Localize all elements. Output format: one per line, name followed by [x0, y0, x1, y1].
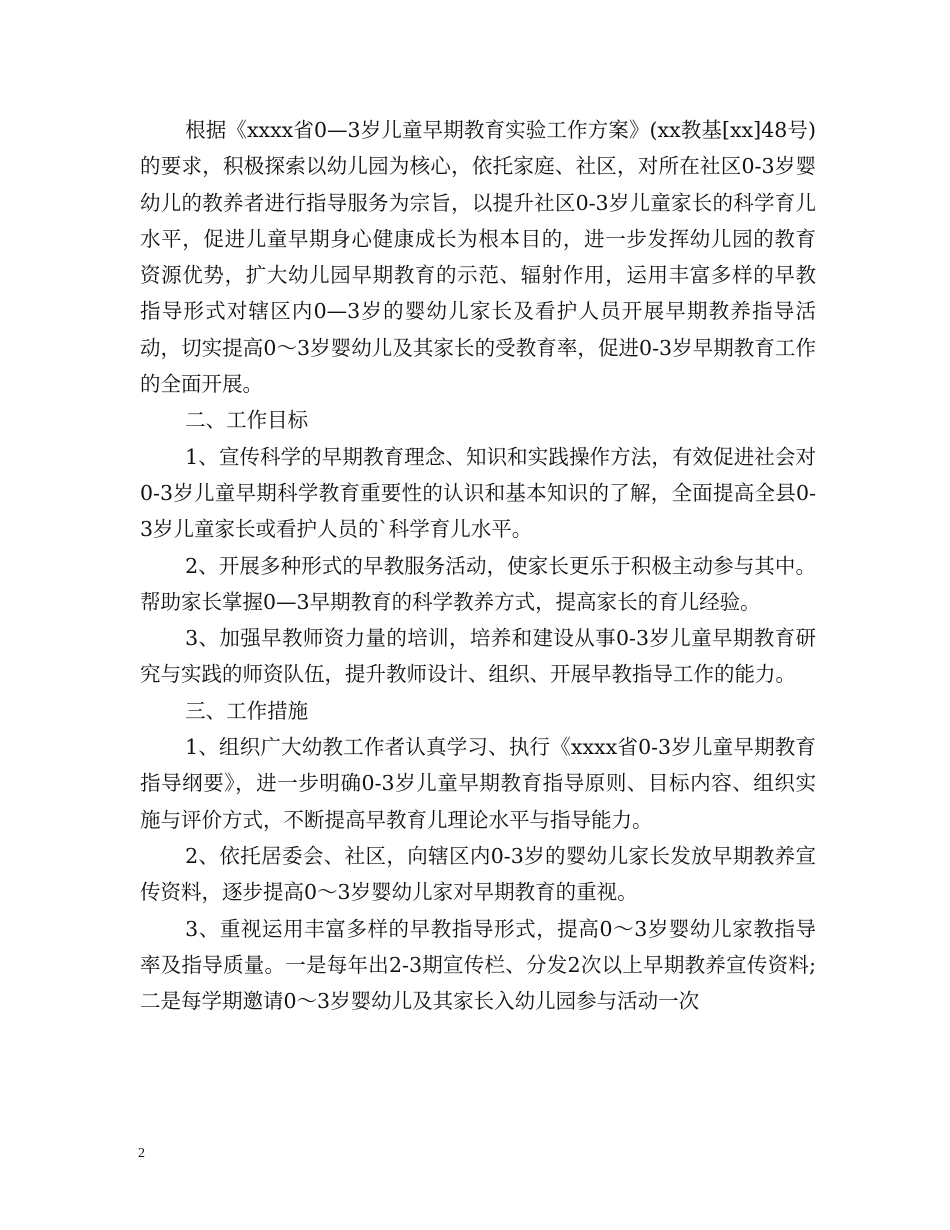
- goal-paragraph-2: 2、开展多种形式的早教服务活动，使家长更乐于积极主动参与其中。帮助家长掌握0—3早期教育的科学教养方式，提高家长的育儿经验。: [140, 553, 816, 614]
- document-body: [140, 112, 816, 1019]
- section-heading-measures: 三、工作措施: [185, 698, 309, 723]
- measure-paragraph-1: 1、组织广大幼教工作者认真学习、执行《xxxx省0-3岁儿童早期教育指导纲要》，进一步明确0-3岁儿童早期教育指导原则、目标内容、组织实施与评价方式，不断提高早教育儿理论水平与指导能力。: [140, 735, 816, 832]
- goal-paragraph-1: 1、宣传科学的早期教育理念、知识和实践操作方法，有效促进社会对0-3岁儿童早期科学教育重要性的认识和基本知识的了解，全面提高全县0-3岁儿童家长或看护人员的`科学育儿水平。: [140, 444, 816, 542]
- intro-paragraph: 根据《xxxx省0—3岁儿童早期教育实验工作方案》(xx教基[xx]48号)的要求，积极探索以幼儿园为核心，依托家庭、社区，对所在社区0-3岁婴幼儿的教养者进行指导服务为宗旨，以提升社区0-3岁儿童家长的科学育儿水平，促进儿童早期身心健康成长为根本目的，进一步发挥幼儿园的教育资源优势，扩大幼儿园早期教育的示范、辐射作用，运用丰富多样的早教指导形式对辖区内0—3岁的婴幼儿家长及看护人员开展早期教养指导活动，切实提高0～3岁婴幼儿及其家长的受教育率，促进0-3岁早期教育工作的全面开展。: [140, 118, 816, 397]
- goal-paragraph-3: 3、加强早教师资力量的培训，培养和建设从事0-3岁儿童早期教育研究与实践的师资队伍，提升教师设计、组织、开展早教指导工作的能力。: [140, 626, 816, 687]
- measure-paragraph-3: 3、重视运用丰富多样的早教指导形式，提高0～3岁婴幼儿家教指导率及指导质量。一是每年出2-3期宣传栏、分发2次以上早期教养宣传资料;二是每学期邀请0～3岁婴幼儿及其家长入幼儿园参与活动一次: [140, 916, 816, 1014]
- page-number: 2: [138, 1146, 145, 1161]
- measure-paragraph-2: 2、依托居委会、社区，向辖区内0-3岁的婴幼儿家长发放早期教养宣传资料，逐步提高0～3岁婴幼儿家对早期教育的重视。: [140, 843, 816, 905]
- section-heading-goals: 二、工作目标: [185, 408, 309, 433]
